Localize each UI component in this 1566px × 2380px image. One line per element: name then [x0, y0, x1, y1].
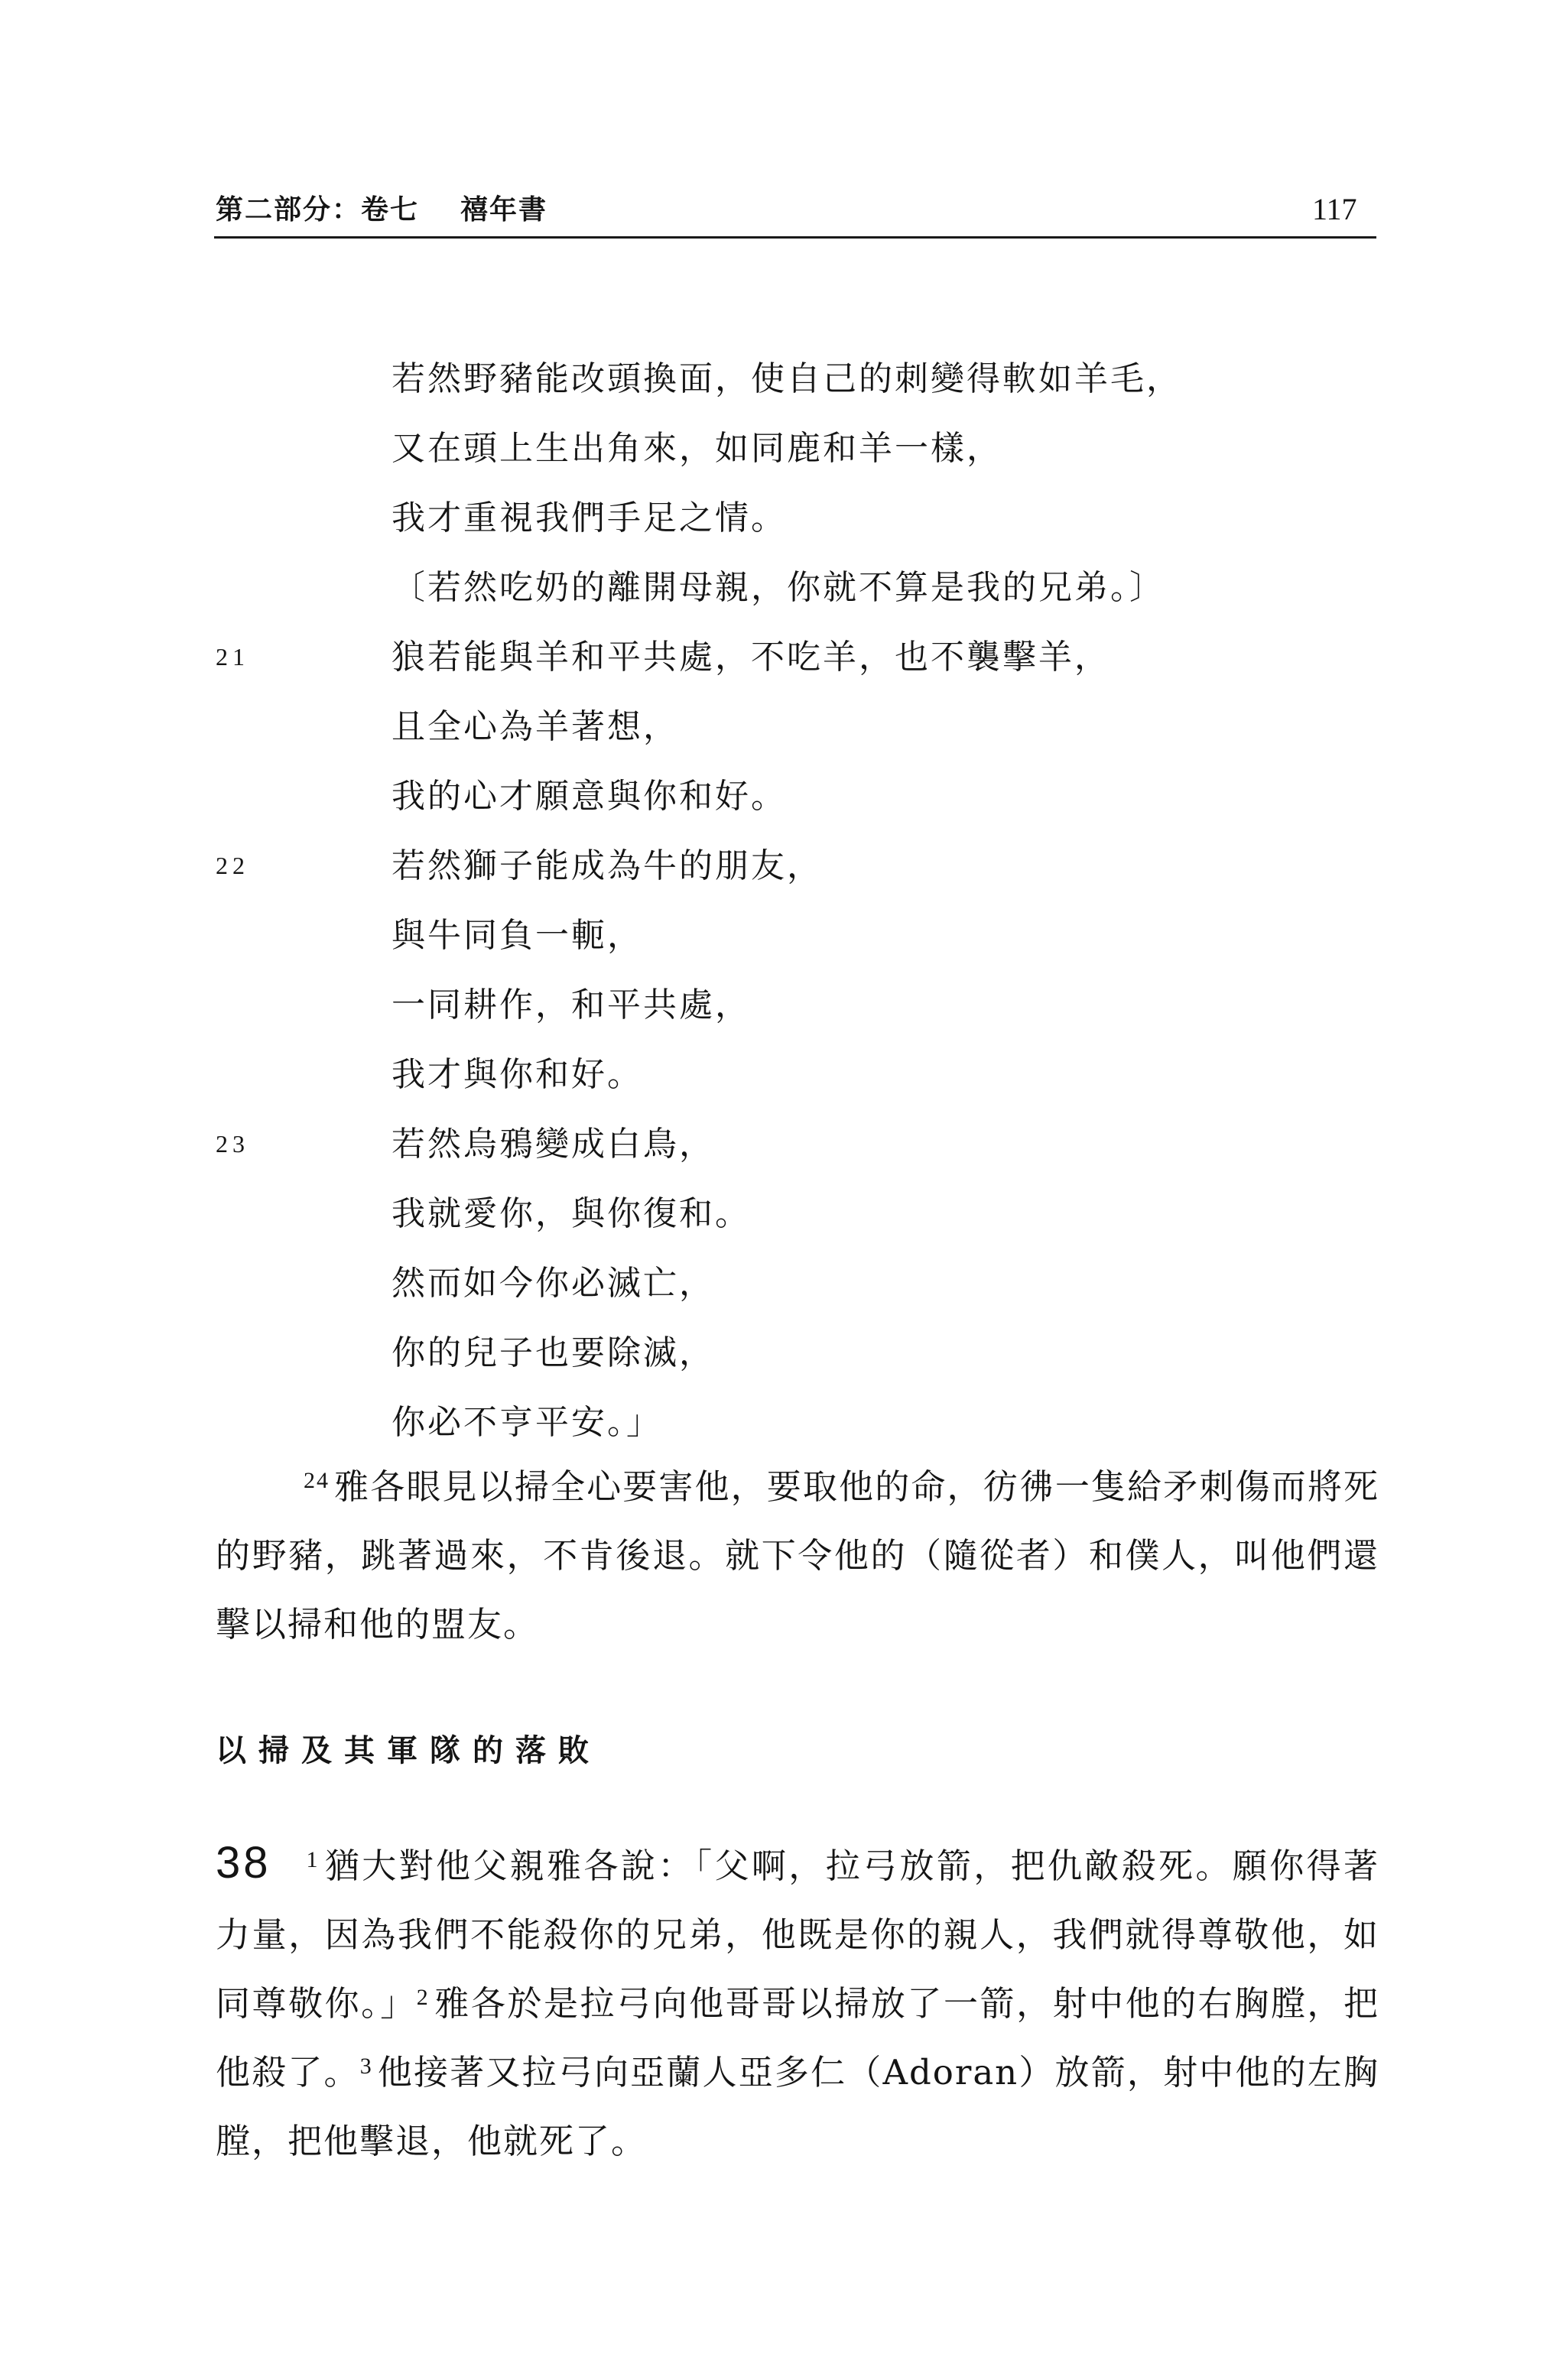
header-book-title: 禧年書 — [460, 194, 548, 226]
verse-number: 2 — [416, 1985, 430, 2010]
poem-line-text: 然而如今你必滅亡， — [392, 1264, 715, 1303]
page-number: 117 — [1312, 192, 1357, 226]
poem-line-text: 狼若能與羊和平共處，不吃羊，也不襲擊羊， — [392, 638, 1110, 677]
poem-line — [0, 344, 1566, 414]
poem-line — [0, 622, 1566, 692]
poem-line — [0, 483, 1566, 553]
poem-line-text: 我就愛你，與你復和。 — [392, 1194, 751, 1233]
poem-line-text: 若然烏鴉變成白鳥， — [392, 1125, 715, 1164]
poem-line-text: 若然野豬能改頭換面，使自己的刺變得軟如羊毛， — [392, 359, 1182, 398]
poem-line — [0, 761, 1566, 831]
poem-line — [0, 1388, 1566, 1457]
poem-line-text: 我的心才願意與你和好。 — [392, 777, 787, 816]
verse-text: 他接著又拉弓向亞蘭人亞多仁（Adoran）放箭，射中他的左胸膛，把他擊退，他就死了。 — [216, 2052, 1379, 2161]
poem-line-text: 與牛同負一軛， — [392, 916, 643, 955]
verse-text: 猶大對他父親雅各說：「父啊，拉弓放箭，把仇敵殺死。願你得著力量，因為我們不能殺你的兄弟，他既是你的親人，我們就得尊敬他，如同尊敬你。」 — [216, 1846, 1379, 2024]
chapter-38-paragraph — [216, 1829, 1379, 2176]
chapter-number: 38 — [216, 1838, 271, 1888]
poem-line-text: 你的兒子也要除滅， — [392, 1333, 715, 1372]
verse-number: 22 — [216, 852, 249, 879]
poem-line — [0, 1248, 1566, 1318]
poem-line-text: 又在頭上生出角來，如同鹿和羊一樣， — [392, 429, 1002, 468]
verse-number: 3 — [359, 2054, 373, 2079]
verse-text: 雅各於是拉弓向他哥哥以掃放了一箭，射中他的右胸膛，把他殺了。 — [216, 1983, 1379, 2093]
poem-line — [0, 414, 1566, 483]
verse-number: 1 — [306, 1847, 320, 1872]
poem-line-text: 我才重視我們手足之情。 — [392, 498, 787, 537]
paragraph-text: 雅各眼見以掃全心要害他，要取他的命，彷彿一隻給矛刺傷而將死的野豬，跳著過來，不肯後退。就下令他的（隨從者）和僕人，叫他們還擊以掃和他的盟友。 — [216, 1466, 1379, 1645]
poem-line — [0, 1040, 1566, 1109]
poem-line — [0, 692, 1566, 761]
poem-line — [0, 1179, 1566, 1248]
poem-line — [0, 831, 1566, 901]
verse-number: 24 — [304, 1468, 330, 1493]
poem-line — [0, 901, 1566, 970]
poem-line — [0, 553, 1566, 622]
poem-line-text: 〔若然吃奶的離開母親，你就不算是我的兄弟。〕 — [392, 568, 1165, 607]
paragraph-verse-24 — [216, 1453, 1379, 1659]
poem-line — [0, 970, 1566, 1040]
poem-line — [0, 1318, 1566, 1388]
poem-line-text: 你必不亨平安。」 — [392, 1403, 662, 1442]
poem-line — [0, 1109, 1566, 1179]
header-rule — [214, 236, 1376, 239]
poem-line-text: 且全心為羊著想， — [392, 707, 679, 746]
verse-number: 21 — [216, 643, 249, 670]
header-section: 第二部分：卷七 — [216, 194, 420, 226]
poem-line-text: 我才與你和好。 — [392, 1055, 643, 1094]
poem-line-text: 一同耕作，和平共處， — [392, 985, 751, 1024]
poem-line-text: 若然獅子能成為牛的朋友， — [392, 846, 823, 885]
poem-block — [0, 344, 1566, 1457]
header-title — [216, 188, 547, 227]
section-heading: 以掃及其軍隊的落敗 — [216, 1733, 601, 1768]
verse-number: 23 — [216, 1130, 249, 1158]
